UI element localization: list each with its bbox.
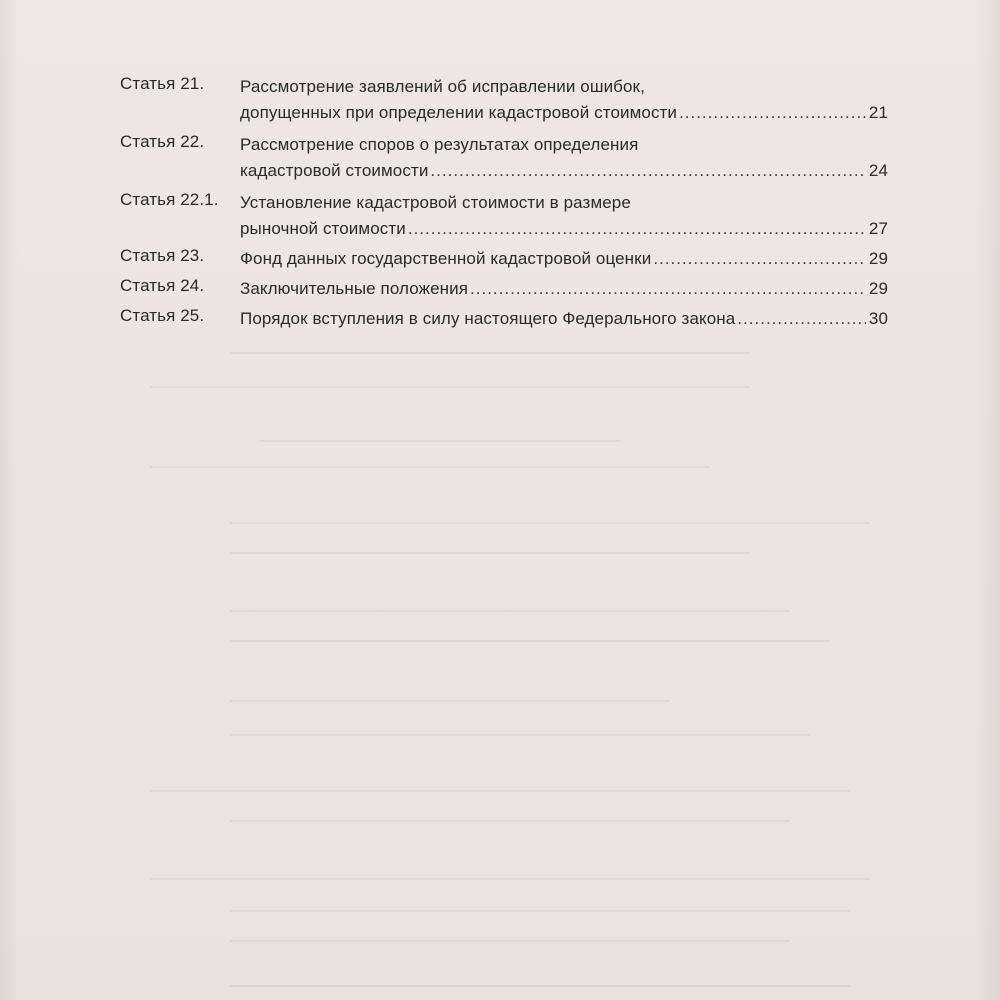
toc-article-number: Статья 23. — [120, 246, 205, 265]
table-of-contents — [120, 74, 888, 332]
toc-title-line: кадастровой стоимости — [240, 161, 429, 180]
toc-article-number: Статья 25. — [120, 306, 205, 325]
toc-entry-article-24 — [120, 276, 888, 302]
toc-page-number: 24 — [868, 161, 888, 180]
toc-title-line: Установление кадастровой стоимости в размере — [240, 193, 631, 212]
toc-title-line: Заключительные положения — [240, 279, 469, 298]
toc-title-line: рыночной стоимости — [240, 219, 406, 238]
toc-page-number: 30 — [868, 309, 888, 328]
toc-article-number: Статья 24. — [120, 276, 205, 295]
toc-article-number: Статья 22.1. — [120, 190, 219, 209]
dot-leader — [470, 276, 866, 302]
toc-page-number: 27 — [868, 219, 888, 238]
toc-entry-article-23 — [120, 246, 888, 272]
toc-article-number: Статья 21. — [120, 74, 205, 93]
toc-title-line: Рассмотрение заявлений об исправлении ошибок, — [240, 77, 645, 96]
toc-page-number: 29 — [868, 279, 888, 298]
dot-leader — [737, 306, 866, 332]
toc-title-line: Рассмотрение споров о результатах определения — [240, 135, 639, 154]
toc-page-number: 21 — [868, 103, 888, 122]
toc-entry-article-21 — [120, 74, 888, 126]
toc-title-line: Порядок вступления в силу настоящего Федерального закона — [240, 309, 736, 328]
dot-leader — [679, 100, 866, 126]
toc-entry-article-22 — [120, 132, 888, 184]
toc-title-line: Фонд данных государственной кадастровой оценки — [240, 249, 652, 268]
toc-title-line: допущенных при определении кадастровой стоимости — [240, 103, 678, 122]
dot-leader — [430, 158, 866, 184]
toc-page-number: 29 — [868, 249, 888, 268]
toc-entry-article-25 — [120, 306, 888, 332]
dot-leader — [653, 246, 866, 272]
toc-entry-article-22-1 — [120, 190, 888, 242]
toc-article-number: Статья 22. — [120, 132, 205, 151]
dot-leader — [408, 216, 866, 242]
